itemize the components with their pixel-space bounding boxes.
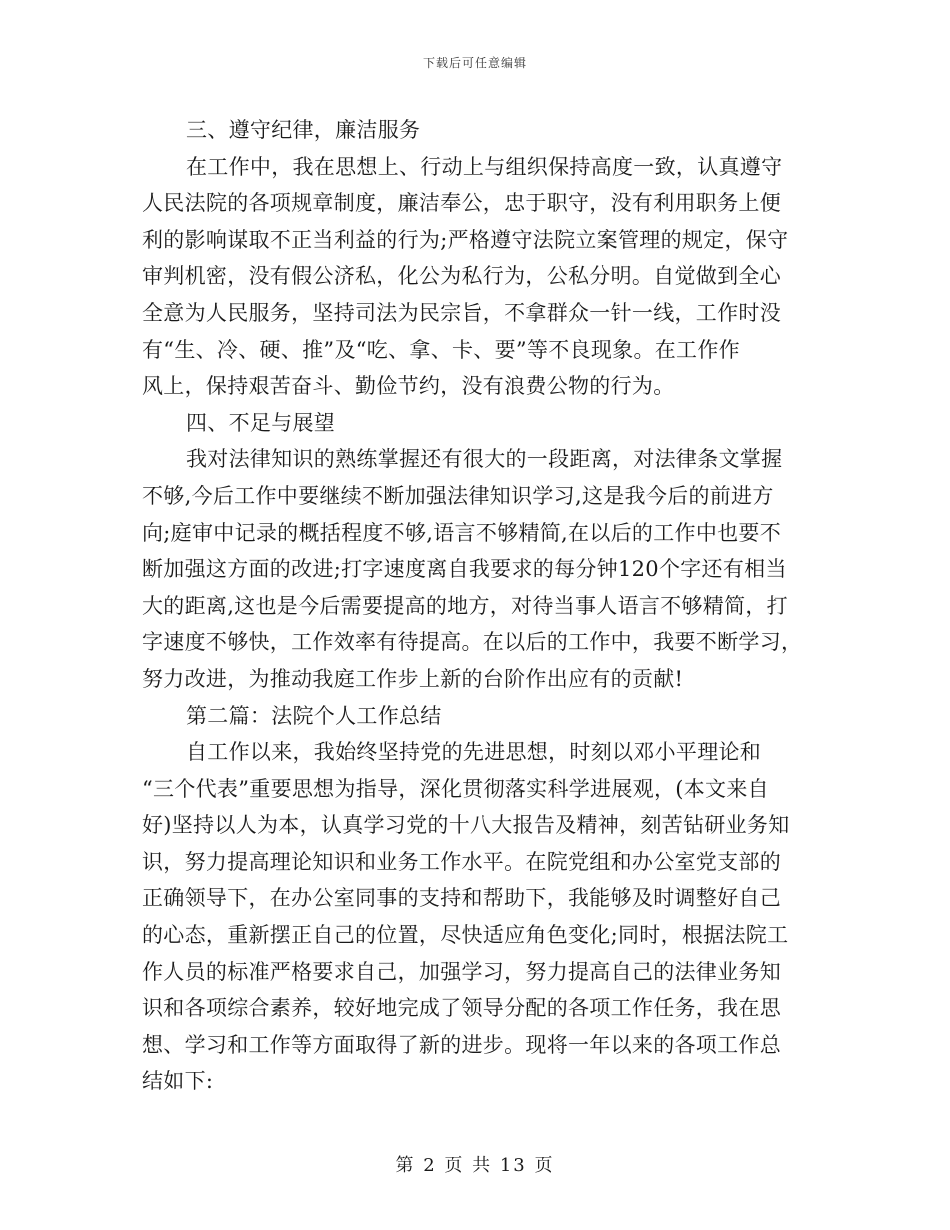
section-heading: 第二篇：法院个人工作总结 xyxy=(186,703,442,728)
paragraph-line: 风上，保持艰苦奋斗、勤俭节约，没有浪费公物的行为。 xyxy=(142,374,675,399)
paragraph-line: 想、学习和工作等方面取得了新的进步。现将一年以来的各项工作总 xyxy=(142,1032,781,1057)
paragraph-line: 有“生、冷、硬、推”及“吃、拿、卡、要”等不良现象。在工作作 xyxy=(142,337,740,362)
paragraph-line: 断加强这方面的改进;打字速度离自我要求的每分钟120个字还有相当 xyxy=(142,557,787,582)
paragraph-line: 自工作以来，我始终坚持党的先进思想，时刻以邓小平理论和 xyxy=(186,740,762,765)
paragraph-line: 大的距离,这也是今后需要提高的地方，对待当事人语言不够精简，打 xyxy=(142,593,788,618)
paragraph-line: 结如下: xyxy=(142,1069,214,1094)
paragraph-line: “三个代表”重要思想为指导，深化贯彻落实科学进展观，(本文来自 xyxy=(142,776,769,801)
paragraph-line: 正确领导下，在办公室同事的支持和帮助下，我能够及时调整好自己 xyxy=(142,886,781,911)
paragraph-line: 努力改进，为推动我庭工作步上新的台阶作出应有的贡献! xyxy=(142,666,684,691)
paragraph-line: 向;庭审中记录的概括程度不够,语言不够精简,在以后的工作中也要不 xyxy=(142,520,782,545)
paragraph-line: 的心态，重新摆正自己的位置，尽快适应角色变化;同时，根据法院工 xyxy=(142,923,789,948)
paragraph-line: 利的影响谋取不正当利益的行为;严格遵守法院立案管理的规定，保守 xyxy=(142,227,789,252)
paragraph-line: 不够,今后工作中要继续不断加强法律知识学习,这是我今后的前进方 xyxy=(142,483,774,508)
paragraph-line: 审判机密，没有假公济私，化公为私行为，公私分明。自觉做到全心 xyxy=(142,264,781,289)
section-heading: 四、不足与展望 xyxy=(186,410,336,435)
paragraph-line: 识和各项综合素养，较好地完成了领导分配的各项工作任务，我在思 xyxy=(142,996,781,1021)
page-footer: 第 2 页 共 13 页 xyxy=(395,1155,555,1176)
paragraph-line: 作人员的标准严格要求自己，加强学习，努力提高自己的法律业务知 xyxy=(142,959,781,984)
paragraph-line: 字速度不够快，工作效率有待提高。在以后的工作中，我要不断学习， xyxy=(142,630,803,655)
paragraph-line: 全意为人民服务，坚持司法为民宗旨，不拿群众一针一线，工作时没 xyxy=(142,300,781,325)
page-header: 下载后可任意编辑 xyxy=(422,56,527,70)
paragraph-line: 识，努力提高理论知识和业务工作水平。在院党组和办公室党支部的 xyxy=(142,849,781,874)
paragraph-line: 在工作中，我在思想上、行动上与组织保持高度一致，认真遵守 xyxy=(186,154,783,179)
paragraph-line: 人民法院的各项规章制度，廉洁奉公，忠于职守，没有利用职务上便 xyxy=(142,191,781,216)
section-heading: 三、遵守纪律，廉洁服务 xyxy=(186,118,421,142)
paragraph-line: 好)坚持以人为本，认真学习党的十八大报告及精神，刻苦钻研业务知 xyxy=(142,813,790,838)
document-body xyxy=(142,112,810,1100)
paragraph-line: 我对法律知识的熟练掌握还有很大的一段距离，对法律条文掌握 xyxy=(186,447,783,472)
